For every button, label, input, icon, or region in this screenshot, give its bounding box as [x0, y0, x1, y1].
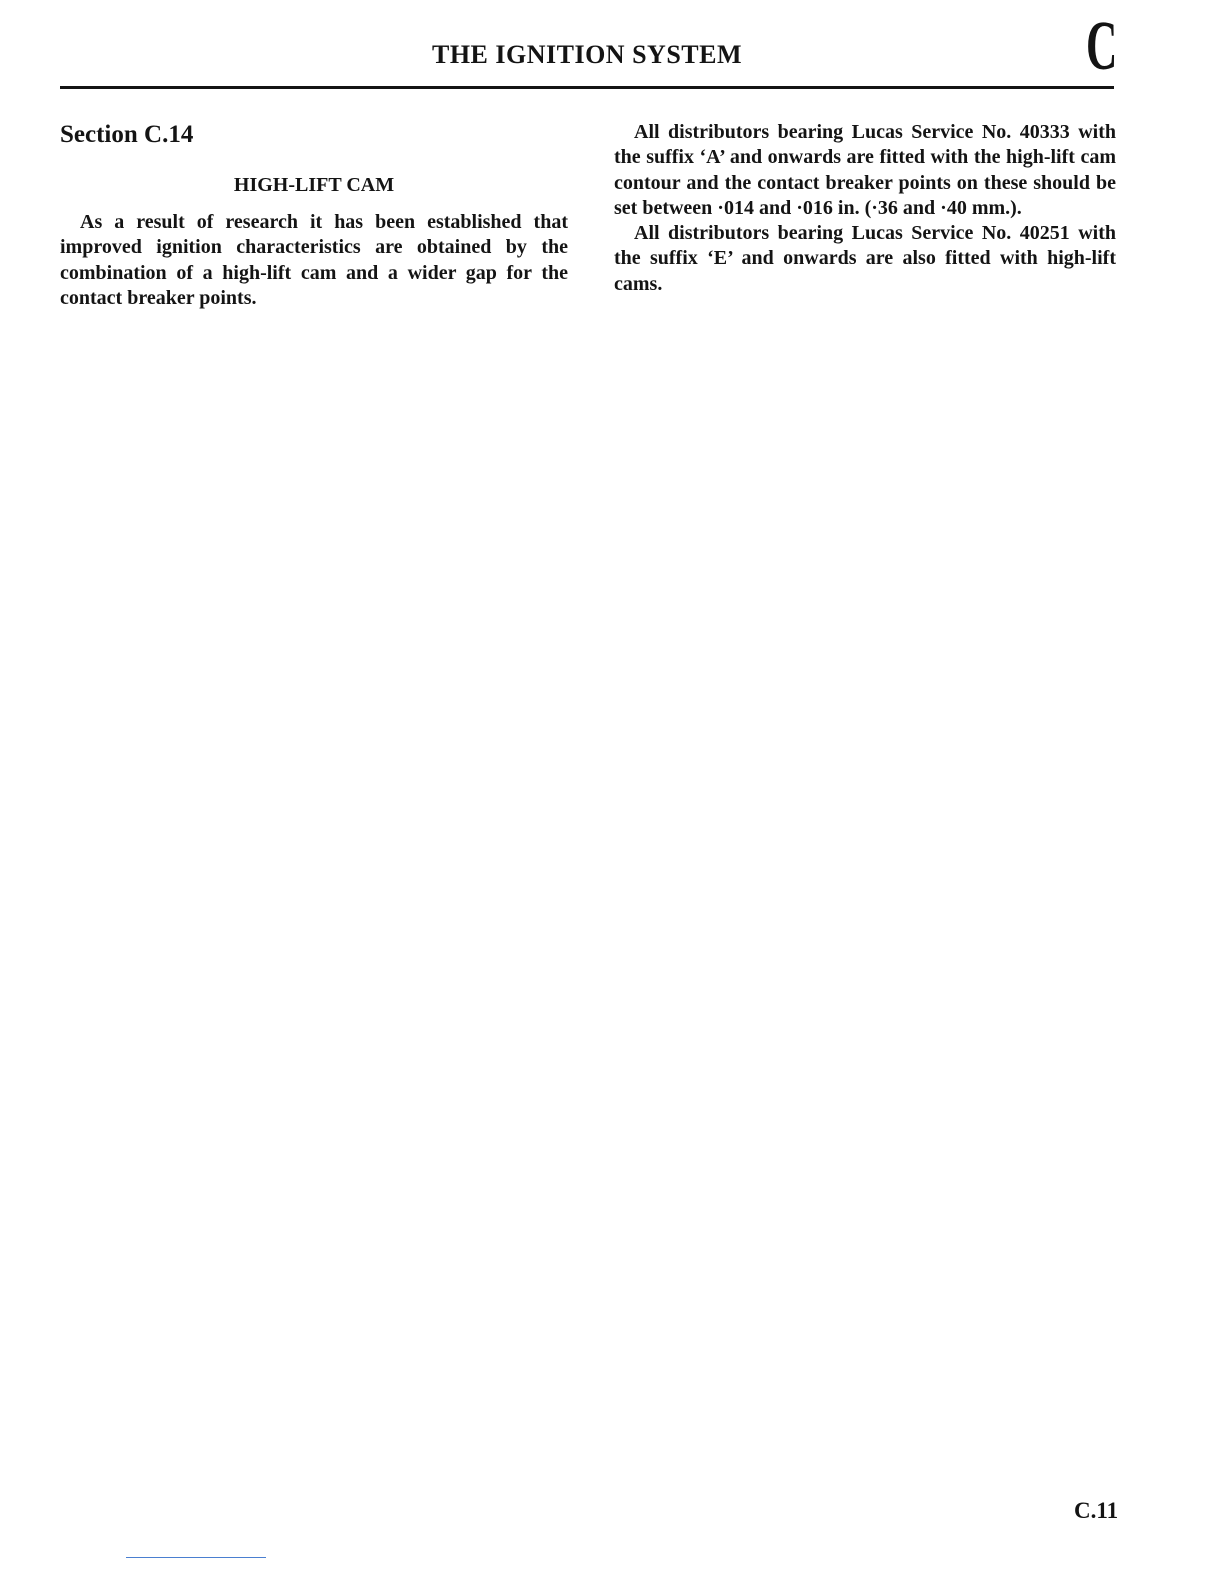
page-number: C.11 [1074, 1498, 1119, 1523]
right-column [614, 120, 1116, 297]
header-rule [60, 86, 1114, 89]
footer-divider [126, 1557, 266, 1558]
page-header-title: THE IGNITION SYSTEM [431, 40, 743, 69]
section-heading: Section C.14 [60, 121, 194, 148]
left-column [60, 118, 568, 311]
body-paragraph: As a result of research it has been established that improved ignition characteristics are obtained by the combination of a high-lift cam and a wider gap for the contact breaker points. [60, 211, 568, 309]
chapter-letter: C [1086, 8, 1118, 85]
sub-heading: HIGH-LIFT CAM [233, 174, 395, 196]
body-paragraph: All distributors bearing Lucas Service No. 40333 with the suffix ‘A’ and onwards are fitted with the high-lift cam contour and the contact breaker points on these should be set between ·014 and ·016 in. (·36 and ·40 mm.). [614, 121, 1116, 219]
body-paragraph: All distributors bearing Lucas Service No. 40251 with the suffix ‘E’ and onwards are also fitted with high-lift cams. [614, 222, 1116, 295]
